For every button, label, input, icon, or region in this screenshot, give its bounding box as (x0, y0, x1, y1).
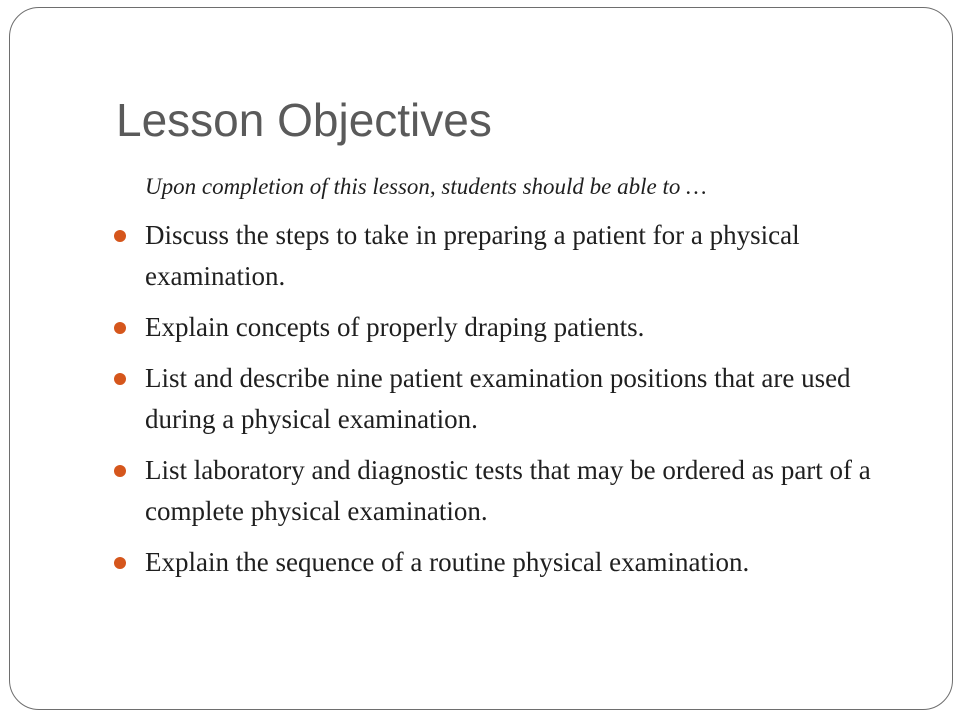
objective-text: List and describe nine patient examination positions that are used during a physical examination. (145, 363, 851, 434)
objective-text: Discuss the steps to take in preparing a patient for a physical examination. (145, 220, 800, 291)
objective-item (114, 358, 894, 440)
bullet-dot-icon (114, 322, 126, 334)
slide-title: Lesson Objectives (116, 94, 492, 146)
bullet-dot-icon (114, 557, 126, 569)
objective-item (114, 542, 894, 583)
slide-subtitle: Upon completion of this lesson, students should be able to … (145, 174, 707, 199)
objective-item (114, 307, 894, 348)
objectives-list (114, 215, 894, 593)
slide-frame (9, 7, 953, 710)
bullet-dot-icon (114, 373, 126, 385)
bullet-dot-icon (114, 230, 126, 242)
objective-item (114, 450, 894, 532)
bullet-dot-icon (114, 465, 126, 477)
objective-text: List laboratory and diagnostic tests that may be ordered as part of a complete physical examination. (145, 455, 871, 526)
objective-text: Explain concepts of properly draping patients. (145, 312, 645, 342)
objective-item (114, 215, 894, 297)
objective-text: Explain the sequence of a routine physical examination. (145, 547, 750, 577)
